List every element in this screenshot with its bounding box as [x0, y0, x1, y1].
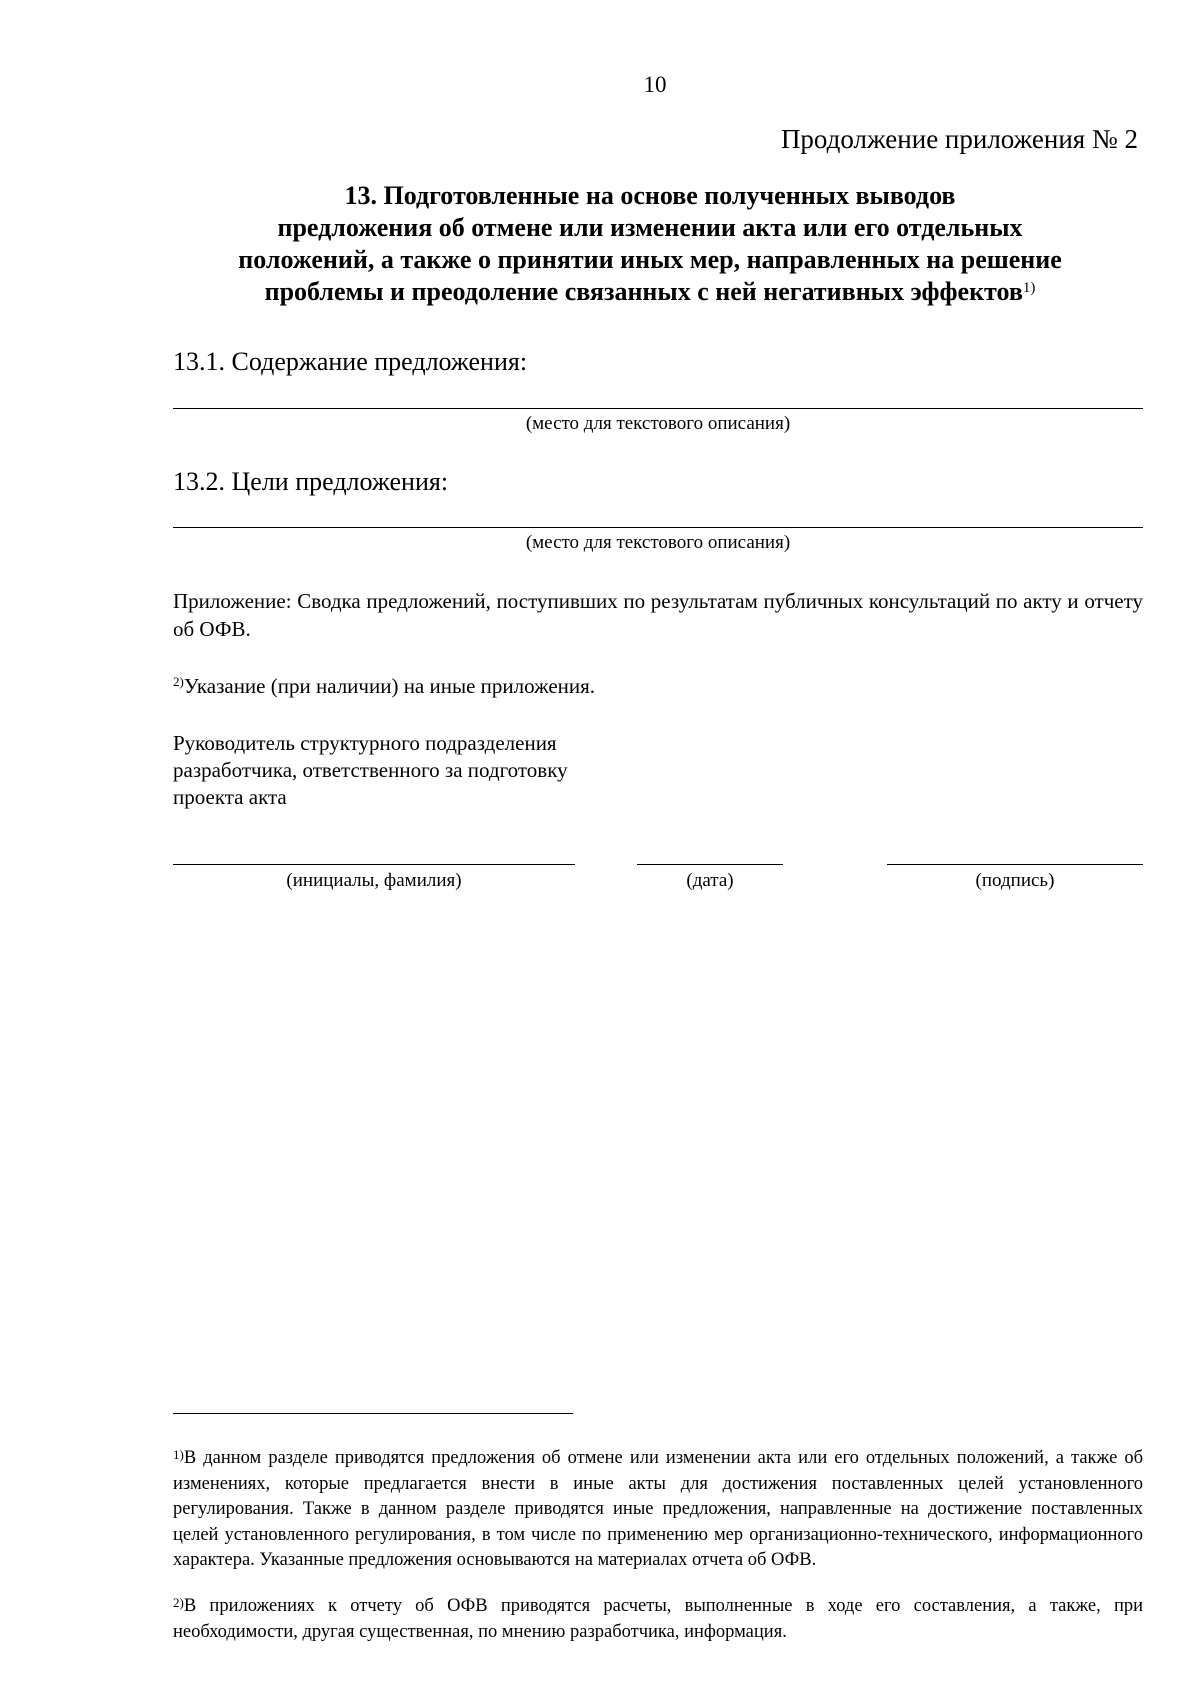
page-number: 10 [643, 72, 667, 97]
footnote-2 [173, 1594, 1143, 1645]
footnote-2-text: В приложениях к отчету об ОФВ приводятся расчеты, выполненные в ходе его составления, а также, при необходимости, другая существенная, по мнению разработчика, информация. [173, 1596, 1143, 1642]
signer-block [173, 730, 568, 811]
heading-line-4-text: проблемы и преодоление связанных с ней негативных эффектов [264, 277, 1023, 306]
date-caption: (дата) [686, 870, 734, 891]
other-appendices-footnote-mark: 2) [173, 674, 184, 689]
appendix-paragraph: Приложение: Сводка предложений, поступивших по результатам публичных консультаций по акту и отчету об ОФВ. [173, 589, 1143, 641]
heading-footnote-mark: 1) [1022, 280, 1036, 296]
footnote-1-text: В данном разделе приводятся предложения об отмене или изменении акта или его отдельных положений, а также об изменениях, которые предлагается внести в иные акты для достижения поставленных целей установленного регулирования. Также в данном разделе приводятся иные предложения, направленные на достижение поставленных целей установленного регулирования, в том числе по применению мер организационно-технического, информационного характера. Указанные предложения основываются на материалах отчета об ОФВ. [173, 1448, 1143, 1570]
footnote-1 [173, 1446, 1143, 1574]
signer-line-1: Руководитель структурного подразделения [173, 731, 557, 755]
section-13-2-text-line[interactable] [173, 527, 1143, 528]
section-13-1-caption: (место для текстового описания) [525, 413, 791, 434]
initials-line[interactable] [173, 864, 575, 865]
appendix-continuation-label: Продолжение приложения № 2 [780, 124, 1138, 154]
heading-line-3: положений, а также о принятии иных мер, направленных на решение [238, 245, 1062, 274]
heading-line-4 [170, 276, 1130, 308]
initials-caption: (инициалы, фамилия) [286, 870, 462, 891]
section-13-1-text-line[interactable] [173, 408, 1143, 409]
heading-line-2: предложения об отмене или изменении акта или его отдельных [277, 213, 1023, 242]
other-appendices-text: Указание (при наличии) на иные приложения. [183, 674, 596, 698]
section-13-2-caption: (место для текстового описания) [525, 532, 791, 553]
section-13-1-label: 13.1. Содержание предложения: [173, 347, 528, 376]
signer-line-2: разработчика, ответственного за подготовку [173, 758, 568, 782]
footnote-separator [173, 1413, 573, 1414]
footnote-1-mark: 1) [173, 1447, 184, 1462]
section-heading [170, 180, 1130, 308]
date-line[interactable] [637, 864, 783, 865]
other-appendices-paragraph [173, 672, 1143, 700]
section-13-2-label: 13.2. Цели предложения: [173, 467, 449, 496]
heading-line-1: 13. Подготовленные на основе полученных выводов [344, 181, 956, 210]
signature-caption: (подпись) [975, 870, 1055, 891]
signature-line[interactable] [887, 864, 1143, 865]
signer-line-3: проекта акта [173, 785, 287, 809]
footnote-2-mark: 2) [173, 1595, 184, 1610]
